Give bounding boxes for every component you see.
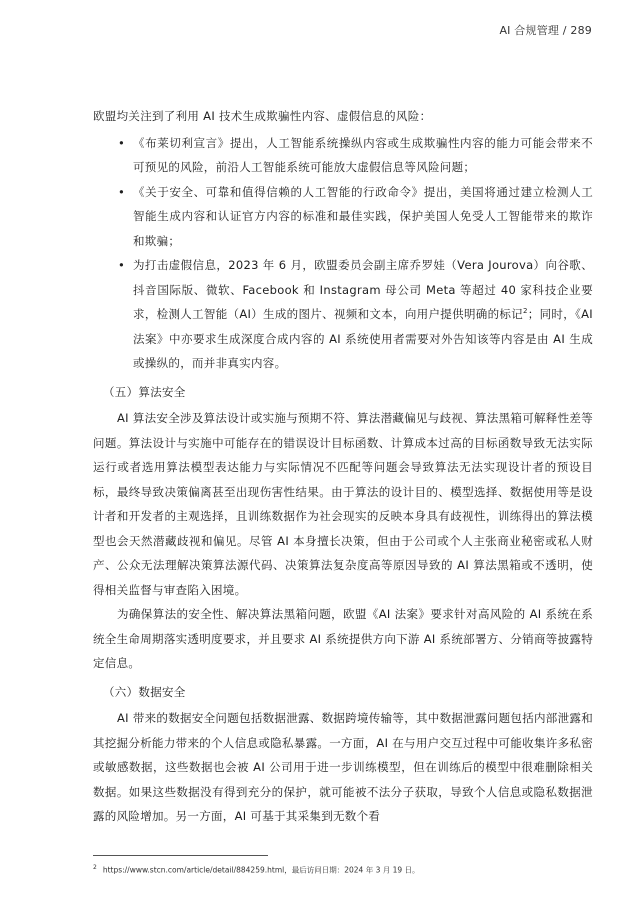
section-heading-algorithm-security: （五）算法安全 [103,384,186,399]
footnote [93,864,420,876]
page-body [93,104,593,829]
list-item: • 《布莱切利宣言》提出，人工智能系统操纵内容或生成欺骗性内容的能力可能会带来不可预见的风险，前沿人工智能系统可能放大虚假信息等风险问题； [93,131,593,180]
running-header: AI 合规管理 / 289 [499,24,592,37]
footnote-text: https://www.stcn.com/article/detail/884259.html，最后访问日期：2024 年 3 月 19 日。 [102,865,420,875]
intro-paragraph: 欧盟均关注到了利用 AI 技术生成欺骗性内容、虚假信息的风险： [93,109,432,123]
bullet-icon: • [118,258,126,272]
footnote-ref[interactable]: 2 [523,307,528,316]
footnote-divider [93,855,268,856]
bullet-list [93,131,593,376]
body-paragraph: AI 带来的数据安全问题包括数据泄露、数据跨境传输等，其中数据泄露问题包括内部泄露和其挖掘分析能力带来的个人信息或隐私暴露。一方面，AI 在与用户交互过程中可能收集许多私密或敏感数据，这些数据也会被 AI 公司用于进一步训练模型，但在训练后的模型中很难删除相关数据。如果这些数据没有得到充分的保护，就可能被不法分子获取，导致个人信息或隐私数据泄露的风险增加。另一方面，AI 可基于其采集到无数个看 [93,711,594,823]
body-paragraph: AI 算法安全涉及算法设计或实施与预期不符、算法潜藏偏见与歧视、算法黑箱可解释性差等问题。算法设计与实施中可能存在的错误设计目标函数、计算成本过高的目标函数导致无法实际运行或者选用算法模型表达能力与实际情况不匹配等问题会导致算法无法实现设计者的预设目标，最终导致决策偏离甚至出现伤害性结果。由于算法的设计目的、模型选择、数据使用等是设计者和开发者的主观选择，且训练数据作为社会现实的反映本身具有歧视性，训练得出的算法模型也会天然潜藏歧视和偏见。尽管 AI 本身擅长决策，但由于公司或个人主张商业秘密或私人财产、公众无法理解决策算法源代码、决策算法复杂度高等原因导致的 AI 算法黑箱或不透明，使得相关监督与审查陷入困境。 [93,411,594,597]
section-heading-data-security: （六）数据安全 [103,684,186,699]
body-paragraph: 为确保算法的安全性、解决算法黑箱问题，欧盟《AI 法案》要求针对高风险的 AI 系统在系统全生命周期落实透明度要求，并且要求 AI 系统提供方向下游 AI 系统部署方、分销商等披露特定信息。 [93,607,593,670]
bullet-icon: • [118,135,126,150]
list-item: • 为打击虚假信息，2023 年 6 月，欧盟委员会副主席乔罗娃（Vera Jourova）向谷歌、抖音国际版、微软、Facebook 和 Instagram 母公司 Meta 等超过 40 家科技企业要求，检测人工智能（AI）生成的图片、视频和文本，向用户提供明确的标记$^2$；同时，《AI 法案》中亦要求生成深度合成内容的 AI 系统使用者需要对外告知该等内容是由 AI 生成或操纵的，而并非真实内容。 [93,253,593,376]
list-item: • 《关于安全、可靠和值得信赖的人工智能的行政命令》提出，美国将通过建立检测人工智能生成内容和认证官方内容的标准和最佳实践，保护美国人免受人工智能带来的欺诈和欺骗； [93,180,593,254]
footnote-number: 2 [93,864,97,871]
bullet-icon: • [118,184,126,199]
